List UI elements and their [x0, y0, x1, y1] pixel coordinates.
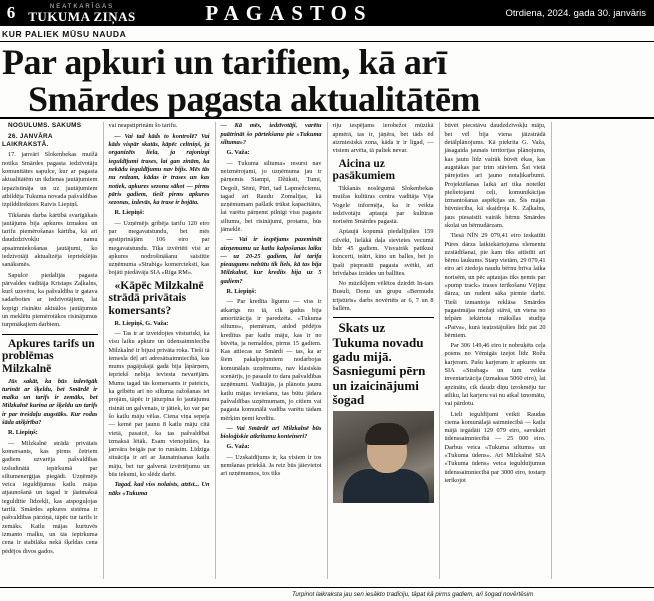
speaker: R. Liepiņš:	[8, 429, 38, 437]
footer-continuation	[0, 587, 654, 601]
paragraph: Par 306 149,46 eiro ir nobruķēts ceļa posms no Vēmigās izejot līdz Rožu karjeram. Pašu karjeram ir apkures un SIA «Strabag» un tam veikta inventarizācija (izmaksas 5060 eiro), lai apzinātu, cik daudz dīņu izrokmēju tur atliku, lai karjeru vai nu atkal iznomātu, vai pārdotu.	[444, 342, 546, 408]
column-1-deck-line-2: 26. JANVĀRA LAIKRAKSTĀ.	[2, 132, 53, 149]
photo-subject-body	[343, 469, 429, 503]
paragraph: — Tukuma siltuma» resursi nav neizmērojami, jo uzņēmuma jau ir pārņemis Stampi, Džūksti, Tumi, Degoli, Sēmi, Pūri, tad Lapmežciemu, tagad arī Raudu Zomalijas, kā uzņēmumam pašlaik trūkst kapacitātes, lai varētu pārņemt pilnīgi visu pagastu siltumu, bet risinājumi, protams, būs jāmeklē.	[220, 159, 322, 233]
speaker: G. Važa:	[226, 443, 250, 451]
photo-subject-hair	[365, 423, 409, 445]
paragraph: — Uzņēmējs gribēja tarifu 120 eiro par megavatstundu, bet mēs apstiprinājām 106 eiro par megavatstundu. Tika izvērtēti visi ar apkures nodrošināšanu saistītie uzņēmuma «Strabig» komercteksti, kas bojāti piedāvāja SIA «Rīga RM».	[108, 219, 210, 277]
paragraph: būvēt piecstāvu daudzdzīvokļu māju, bet vēl bija viena jāizstrādā detālplānojums. Kā piekrita G. Važa, jāsagaida jaunais teritorijas plānojums, kas jautu līdz vairāk būvēt ēkas, kas augstākas par trim stāviem. Šai vietā pārejoties arī jauno notaļikarbumi. Projektēšanas laikā arī tika noteikti pielietojami ceļi, komunikācijas izmantošanas aspēkijas un. Šīs mājas būvniecība, kā skaidroja K. Zaļkalns, jaus piesaistīt vairāk bērnu Smārdes skolai un bērnudārzam.	[444, 122, 546, 229]
paragraph: Aptaujā kopumā piedalījušies 159 cilvēki, lielākā daļa sievietes vecumā līdz 45 gadiem. Visvairāk patīkusi koncerti, teātri, kino un balles, bet jo īpaši pieprasīti pagasta svētki, arī brīvdabas izrādes un ballītes.	[332, 228, 434, 277]
column-6	[552, 122, 653, 579]
kicker-label: KUR PALIEK MŪSU NAUDA	[2, 28, 127, 39]
paper-logo-top: NEATKARĪGAS	[49, 3, 115, 10]
paragraph: Tikšanās noslēgumā Slokenbekas muižas kultūras centra vadītāja Vija Vogele informēja, ka ir veikta iedzīvotāju aptauja par kultūras norisēm Smārdes pagastā.	[332, 184, 434, 226]
question: Tagad, kad viss nolaists, atzīst... Un nāks «Tukuma	[108, 481, 210, 497]
paragraph: vai neapstiprinām šo tarifu.	[108, 122, 178, 130]
question: Jūs sakāt, ka būs izdevīgāk turināt ar šķeldu, bet Smārdē ir malka un tarifs ir zemāks, bet Milzkalnē kurina ar šķeldu un tarifs ir par trešdaļu augstāks. Kur rodas šāda atšķirība?	[2, 377, 98, 427]
subhead-skats-uz-tukuma-novadu: Skats uz Tukuma novadu gadu mijā. Sasniegumi pērn un izaicinājumi šogad	[332, 320, 426, 407]
paragraph: — Uzskaidījums ir, ka visiem ir tos ņemšanas priekšā. Ja reiz būs jāievietot arī uzņēmumos, tos tiks	[220, 453, 322, 478]
headline-line-1: Par apkuri un tarifiem, kā arī	[2, 42, 447, 82]
paragraph: Sapulcē piedalījās pagasta pārvaldes vadītāja Kristaps Zaļkalns, kurš uzsvēra, ka pašvaldība ir gatava sadarboties ar iedzīvotājiem, lai kopīgi risinātu aktuālos jautājumus un meklētu piemērotākos risinājumus turpmākajiem darbiem.	[2, 271, 98, 329]
page-number: 6	[6, 3, 16, 22]
section-title: PAGASTOS	[205, 0, 373, 25]
paragraph: riju iespējams ierobežot mūzikā apmērā, tas ir, jāņēra, bet tāds ēd aizmiesiskā zona, kāda ir ir ligad, — visiem arvēta, tā paliek nevar.	[332, 122, 434, 155]
headline	[0, 42, 654, 119]
masthead	[0, 0, 654, 26]
portrait-photo	[333, 411, 434, 503]
paragraph: — Par kredīta līgumu — viss ir atkarīgs no tā, cik gadus bija amortizācija ir paredzēta. «Tukuma siltums», piemēram, atdod pēdējos kredītus par katlu māju, kas ir no būvēta, ja nemaldos, pirms 15 gadiem. Kas attiecas uz Smārdi — tas, ka ar šiem pakalpojumiem nodarbojas komunālais uzņēmums, nav klasiskās scenārijs, jo pasaulē to dara pašvaldības uzņēmumi. Vadītājās, ja plānotu jaunu katlu mājas ieviešanu, tas būtu jādara pašvaldības uzņēmumam, jo citiem vai pagasta komunālā vadība varētu tādam mērķim ņemt kredītu.	[220, 298, 322, 422]
kicker-strip	[0, 26, 654, 42]
column-4	[328, 122, 440, 579]
paragraph: Tiesā NĪN 29 079,41 eiro ieskaitīti Pūres dārza laikiekārtojuma elementu uzstādīšanai, pie kam tiks attīstīti arī bērnu laukums. Starp vietām, 29 079,41 eiro arī ziedoja naudu bērnu brīva laika norisēm, un pēc aptaujas tiks ņemts par «pump track» trases ierīkošanu Vējiņu dārza, un rudeni sāka pirmie darbi. Tieši izmantoja reklāsa Smārdes pagastmājas mežaji stāvā, un viena no telpām iekārtota māksllas studija «Paiva», kurā ieaizstājušies līdz pat 20 bērniem.	[444, 232, 546, 339]
subhead-apkures-tarifs: Apkures tarifs un problēmas Milzkalnē	[2, 337, 95, 375]
column-5	[440, 122, 552, 579]
speaker: G. Važa:	[226, 149, 250, 157]
paragraph: — Milzkalnē strādā privātais komersants, kas pirms četriem gadiem uzvarēja pašvaldības izsludinātā iepirkumā par siltumenerģijas piegādi. Uzņēmējs veica ieguldījumus katlu mājas atjaunošanā un tagad ir jāatmaksā ieguldītie līdzekļi, kas atspoguļojas tarifā. Smārdes apkures sistēma ir pašvaldības pārziņā, tāpēc tur tarifs ir zemāks. Katlu mājas kurtuvēs izmanto malku, un tās iepirkuma cena ir stabilāka nekā šķeldas cena pēdējos divos gados.	[2, 439, 98, 555]
paper-logo-main: TUKUMA ZIŅAS	[28, 8, 136, 24]
subhead-aicina-uz-pasakumiem: Aicina uz pasākumiem	[332, 157, 396, 183]
speaker: R. Liepiņš:	[226, 288, 257, 296]
column-2	[104, 122, 216, 579]
speaker: R. Liepiņš, G. Važa:	[114, 319, 169, 327]
article-columns	[0, 119, 654, 579]
subhead-privatais-komersants: «Kāpēc Milzkalnē strādā privātais komersants?	[108, 279, 204, 318]
paper-logo	[22, 4, 142, 23]
speaker: R. Liepiņš:	[114, 209, 145, 217]
divider	[2, 334, 98, 335]
paragraph: Tikšanās darba kārtībā svarīgākais jautājums bija apkures izmaksu un tarifu piemērošanas kārtība, kā arī daudzdzīvokļu namu apsaimniekošanas jautājumi, ko iedzīvotāji aktualizēja iepriekšējās sanāksmēs.	[2, 211, 98, 269]
paragraph: — Tas ir ar izveidojies vēsturiski, ka visu laiku apkure un ūdensaimniecība Milzkalnē ir bijusi privāta roka. Tieši tā iemesla dēļ arī adresātsaimniecībā, kas mums pagājušajā gadā bija ļāpārņem, iepriekš nebija ieviesta nevarējām. Mums tagad tās komersants ir pateicis, ka grībētu arī no siltuma ražošanas iet projām, tāpēc ir jāturpina šo jautājumu risināt un galvenais, ir jātiek, ko var par šo katlu māju vēlas. Ciena viņa sepeja — kemē par jaunu 8 katlu māju citā vietā, pasaicē, ka tas pašvaldībai izmaksā lētāk. Esam vienojušies, ka janvāra beigās par to runāsim. Līdzīga situācija ir arī ar Jaunatnīsanas katlu māju, bet tur galvenā izvērtējumu un būs iekumi, ko slēdz darbi.	[108, 330, 210, 479]
headline-line-2: Smārdes pagasta aktualitātēm	[28, 78, 480, 119]
question: — Vai ir iespējams pazemināt aizņemumu uz katlu kalpošanas laiku — uz 20-25 gadiem, lai tarifa pieaugums nebūtu tik liels, kā tas bija Milzkalnē, kur kredits bija uz 5 gadiem?	[220, 236, 322, 285]
question: — Kā mēs, iedzīvotāji, varētu paātrināt šo pārtekšanu pie «Tukuma siltuma»?	[220, 122, 322, 147]
divider	[333, 317, 434, 318]
question: — Vai tad kāds to kontrolē? Vai kāds vispār skatās, kāpēc celtniņš, ja organizēts liela, ja rajonizgi ieguldījumi trases, lai gan zinām, ka nekādu ieguldījumu nav bijis. Mēs tās nu redzam, kādas ir trases un kas notiek, apkures sezonu sākot — pirms pāris gadiem, tiešī pirms apkures sezonas, izdevās, ka trase ir bojāta.	[108, 132, 210, 207]
column-1-deck-line-1: NOGULUMS. SĀKUMS	[8, 122, 82, 130]
column-1	[2, 122, 104, 579]
issue-date: Otrdiena, 2024. gada 30. janvāris	[505, 7, 646, 19]
paragraph: No mūzikljem vēlētos dzirdēt In-tars Busuli, Donu un grupu «Bermudu trijstūris» darbs novērtēts ar 6, 7 un 8 ballēm.	[332, 280, 434, 313]
paragraph: Lieli ieguldījumi veikti Raudas ciema komunālajā saimniecībā — katlu mājā iegādāti 129 079 eiro, savukārt ūdenssaimniecībā — 25 000 eiro. Darbus veica «Tukuma siltums» un «Tukuma ūdens». Arī Milzkalnē SIA «Tukuma ūdens» veica iegulduījumus ūdenssaimniecībā par 3000 eiro, tostarp ierīkojot	[444, 410, 546, 484]
continuation-text: Turpinot laikraksta jau sen iesākto tradīciju, tāpat kā pirms gadiem, arī šogad novērtēsim	[292, 590, 534, 598]
paragraph: 17. janvārī Slokenbekas muižā notika Smārdes pagasta iedzīvotāju komunitātes sapulce, kur ar pagasta aktualitātēm un ikdienas jautājumiem iepazīstināja un uz jautājumiem atbildēja Tukuma novada pašvaldības izpilddirektors Raivis Liepiņš.	[2, 151, 98, 209]
column-3	[216, 122, 328, 579]
question: — Vai Smārdē arī Milzkalnē būs bioloģiskie atkritumu konteineri?	[220, 424, 322, 441]
